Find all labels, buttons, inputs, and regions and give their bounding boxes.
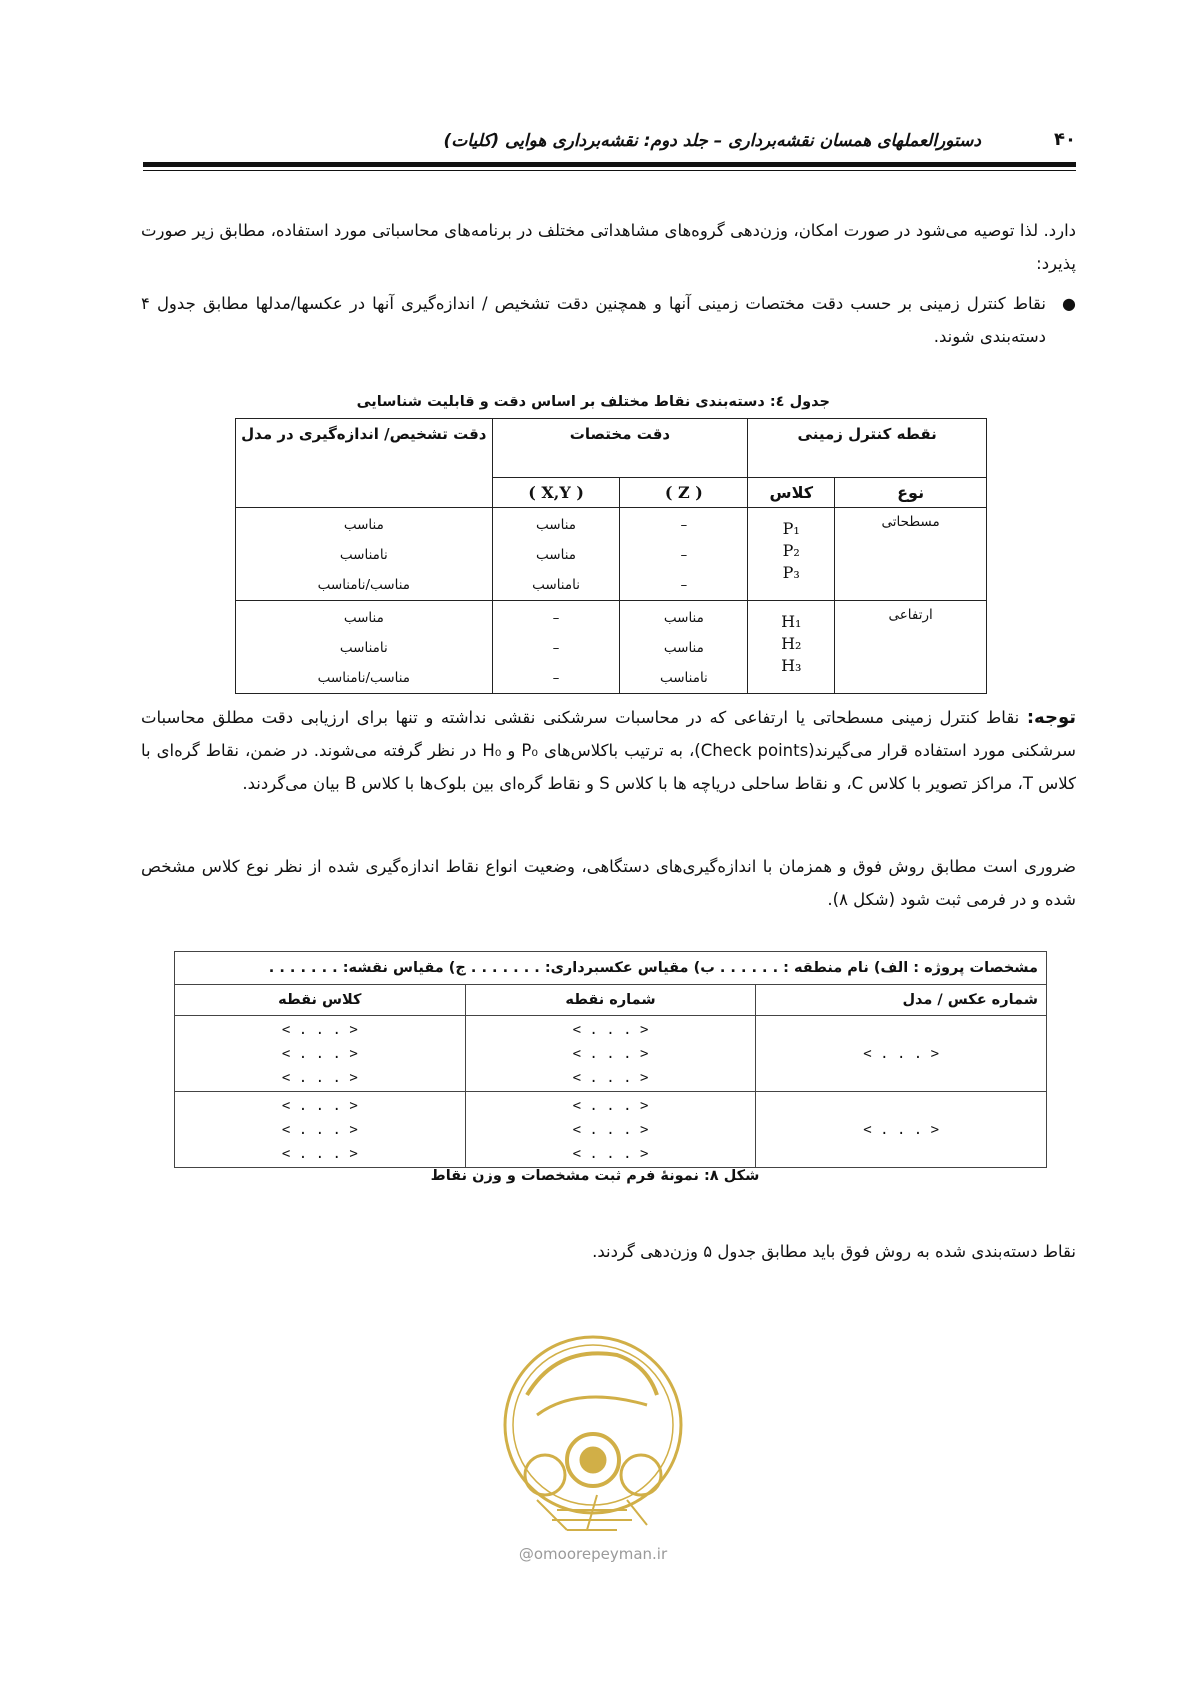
xy-value: مناسب [536, 547, 577, 563]
header-class: کلاس [748, 478, 835, 508]
z-value: – [680, 577, 688, 593]
bullet-icon: ● [1062, 294, 1076, 313]
type-cell: مسطحاتی [835, 508, 987, 601]
xy-value: نامناسب [532, 577, 580, 593]
col-point-header: شماره نقطه [465, 985, 756, 1016]
note-label: توجه: [1026, 707, 1076, 728]
point-placeholder: < . . . > [572, 1121, 649, 1138]
z-value: نامناسب [659, 670, 708, 686]
publisher-logo-icon [497, 1325, 689, 1565]
bullet-item [141, 287, 1076, 353]
xy-value: – [552, 640, 560, 656]
point-cell [465, 1092, 756, 1168]
classification-table [235, 418, 987, 694]
xy-value: – [552, 670, 560, 686]
class-placeholder: < . . . > [281, 1021, 358, 1038]
point-placeholder: < . . . > [572, 1045, 649, 1062]
class-cell [748, 508, 835, 601]
point-placeholder: < . . . > [572, 1097, 649, 1114]
type-cell: ارتفاعی [835, 601, 987, 694]
point-placeholder: < . . . > [572, 1021, 649, 1038]
intro-paragraph: دارد. لذا توصیه می‌شود در صورت امکان، وزن‌دهی گروه‌های مشاهداتی مختلف در برنامه‌های محاسباتی مورد استفاده، مطابق زیر صورت پذیرد: [141, 221, 1076, 273]
detection-value: مناسب/نامناسب [317, 577, 411, 593]
class-value: H₁ [781, 612, 802, 631]
z-value: مناسب [663, 610, 704, 626]
col-photo-header: شماره عکس / مدل [756, 985, 1047, 1016]
table-row [236, 508, 987, 601]
class-cell [748, 601, 835, 694]
header-z: ( Z ) [620, 478, 748, 508]
detection-value: مناسب [343, 517, 384, 533]
header-ground-control: نقطه کنترل زمینی [748, 419, 987, 478]
header-xy: ( X,Y ) [492, 478, 620, 508]
class-value: H₂ [781, 634, 802, 653]
class-placeholder: < . . . > [281, 1069, 358, 1086]
class-placeholder: < . . . > [281, 1145, 358, 1162]
note-paragraph [141, 701, 1076, 800]
table4-caption: جدول ٤: دسته‌بندی نقاط مختلف بر اساس دقت و قابلیت شناسایی [356, 394, 830, 410]
registration-form [174, 951, 1047, 1168]
table-row [236, 601, 987, 694]
photo-placeholder: < . . . > [756, 1016, 1047, 1092]
header-title: دستورالعملهای همسان نقشه‌برداری – جلد دوم: نقشه‌برداری هوایی (کلیات) [443, 131, 981, 151]
page-number: ۴۰ [1054, 129, 1076, 150]
xy-cell [492, 601, 620, 694]
detection-value: نامناسب [339, 640, 388, 656]
class-cell [175, 1016, 466, 1092]
photo-placeholder: < . . . > [756, 1092, 1047, 1168]
form-row [175, 1016, 1047, 1092]
page-header [143, 127, 1076, 157]
xy-value: – [552, 610, 560, 626]
z-value: – [680, 517, 688, 533]
class-cell [175, 1092, 466, 1168]
z-value: مناسب [663, 640, 704, 656]
class-value: P₁ [782, 519, 800, 538]
z-cell [620, 601, 748, 694]
header-rule-thin [143, 170, 1076, 171]
point-placeholder: < . . . > [572, 1069, 649, 1086]
header-type: نوع [835, 478, 987, 508]
class-value: P₂ [782, 541, 800, 560]
paragraph-3: نقاط دسته‌بندی شده به روش فوق باید مطابق جدول ۵ وزن‌دهی گردند. [592, 1242, 1076, 1261]
detection-value: نامناسب [339, 547, 388, 563]
class-placeholder: < . . . > [281, 1121, 358, 1138]
point-cell [465, 1016, 756, 1092]
header-detection-accuracy: دقت تشخیص/ اندازه‌گیری در مدل [236, 419, 493, 508]
bullet-text: نقاط کنترل زمینی بر حسب دقت مختصات زمینی آنها و همچنین دقت تشخیص / اندازه‌گیری آنها در عکسها/مدلها مطابق جدول ۴ دسته‌بندی شوند. [141, 294, 1046, 346]
project-spec-line: مشخصات پروژه : الف) نام منطقه : . . . . . . ب) مقیاس عکسبرداری: . . . . . . . ج) مقیاس نقشه: . . . . . . . [175, 952, 1047, 985]
detection-value: مناسب [343, 610, 384, 626]
xy-value: مناسب [536, 517, 577, 533]
note-text: نقاط کنترل زمینی مسطحاتی یا ارتفاعی که در محاسبات سرشکنی نقشی نداشته و تنها برای ارزیابی دقت مطلق محاسبات سرشکنی مورد استفاده قرار می‌گیرند(Check points)، به ترتیب باکلاس‌های P₀ و H₀ در نظر گرفته می‌شوند. در ضمن، نقاط گره‌ای با کلاس T، مراکز تصویر با کلاس C، و نقاط ساحلی دریاچه ها با کلاس S و نقاط گره‌ای بین بلوک‌ها با کلاس B بیان می‌گردند. [141, 708, 1076, 793]
z-value: – [680, 547, 688, 563]
xy-cell [492, 508, 620, 601]
class-value: H₃ [781, 656, 802, 675]
logo-caption: @omoorepeyman.ir [518, 1545, 668, 1563]
class-placeholder: < . . . > [281, 1045, 358, 1062]
col-class-header: کلاس نقطه [175, 985, 466, 1016]
class-value: P₃ [782, 563, 800, 582]
detection-value: مناسب/نامناسب [317, 670, 411, 686]
form-row [175, 1092, 1047, 1168]
header-coord-accuracy: دقت مختصات [492, 419, 748, 478]
z-cell [620, 508, 748, 601]
class-placeholder: < . . . > [281, 1097, 358, 1114]
detection-cell [236, 508, 493, 601]
point-placeholder: < . . . > [572, 1145, 649, 1162]
figure8-caption: شکل ۸: نمونهٔ فرم ثبت مشخصات و وزن نقاط [430, 1168, 760, 1184]
detection-cell [236, 601, 493, 694]
paragraph-2: ضروری است مطابق روش فوق و همزمان با اندازه‌گیری‌های دستگاهی، وضعیت انواع نقاط اندازه‌گیری شده از نظر نوع کلاس مشخص شده و در فرمی ثبت شود (شکل ۸). [141, 857, 1076, 909]
header-rule [143, 162, 1076, 167]
